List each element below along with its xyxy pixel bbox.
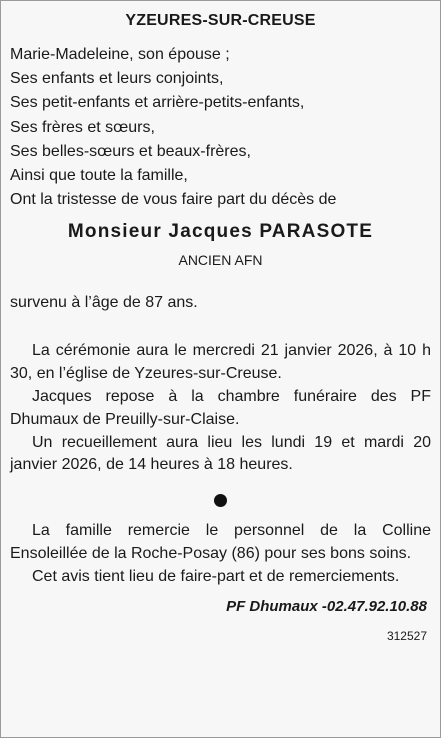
funeral-home-signature: PF Dhumaux -02.47.92.10.88 (226, 597, 427, 615)
thanks-paragraph: La famille remercie le personnel de la Colline Ensoleillée de la Roche-Posay (86) pour ses bons soins. (10, 522, 431, 562)
gathering-paragraph: Un recueillement aura lieu les lundi 19 et mardi 20 janvier 2026, de 14 heures à 18 heures. (10, 433, 431, 474)
family-line: Ses belles-sœurs et beaux-frères, (10, 142, 251, 160)
deceased-role: ANCIEN AFN (178, 252, 263, 269)
rest-paragraph: Jacques repose à la chambre funéraire des PF Dhumaux de Preuilly-sur-Claise. (10, 388, 431, 428)
age-line: survenu à l’âge de 87 ans. (10, 294, 198, 312)
family-line: Ses frères et sœurs, (10, 118, 155, 136)
bullet-separator (214, 494, 227, 507)
family-line: Ont la tristesse de vous faire part du décès de (10, 191, 337, 209)
notice-body (10, 10, 431, 643)
town-heading: YZEURES-SUR-CREUSE (125, 12, 316, 29)
family-list (10, 43, 431, 212)
family-line: Ainsi que toute la famille, (10, 167, 188, 185)
family-line: Ses petit-enfants et arrière-petits-enfants, (10, 94, 305, 112)
deceased-name: Monsieur Jacques PARASOTE (67, 221, 374, 243)
family-line: Marie-Madeleine, son épouse ; (10, 46, 230, 63)
notice-paragraph: Cet avis tient lieu de faire-part et de remerciements. (32, 567, 400, 585)
family-line: Ses enfants et leurs conjoints, (10, 70, 224, 88)
reference-number: 312527 (386, 628, 427, 643)
ceremony-paragraph: La cérémonie aura le mercredi 21 janvier 2026, à 10 h 30, en l’église de Yzeures-sur-Creuse. (10, 342, 431, 383)
